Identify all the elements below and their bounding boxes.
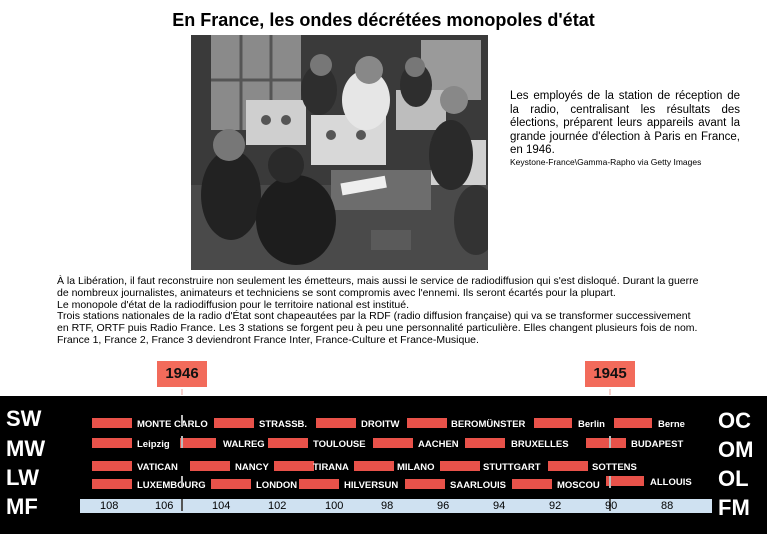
station-marker [92, 479, 132, 489]
station-label: MILANO [397, 462, 435, 473]
station-marker [548, 461, 588, 471]
station-label: DROITW [361, 419, 400, 430]
station-label: BEROMÜNSTER [451, 419, 526, 430]
station-marker [92, 418, 132, 428]
station-marker [180, 438, 216, 448]
dial-needle-1946 [181, 476, 183, 488]
station-label: MOSCOU [557, 480, 600, 491]
station-label: HILVERSUN [344, 480, 399, 491]
photo-credit: Keystone-France\Gamma-Rapho via Getty Images [510, 157, 702, 167]
station-label: STUTTGART [483, 462, 541, 473]
station-marker [190, 461, 230, 471]
body-line: Trois stations nationales de la radio d'État sont chapeautées par la RDF (radio diffusion française) qui va se transformer successivement [57, 310, 691, 323]
station-label: Berlin [578, 419, 605, 430]
body-line: en RTF, ORTF puis Radio France. Les 3 stations se forgent peu à peu une personnalité particulière. Elles changent plusieurs fois de nom. [57, 322, 698, 335]
station-label: SAARLOUIS [450, 480, 506, 491]
scale-value: 98 [381, 500, 394, 512]
scale-value: 108 [100, 500, 119, 512]
station-marker [211, 479, 251, 489]
station-marker [407, 418, 447, 428]
photo-caption: Les employés de la station de réception de la radio, centralisant les résultats des élections, préparent leurs appareils avant la grande journée d'élection à Paris en France, en 1946. [510, 90, 740, 156]
station-marker [586, 438, 626, 448]
scale-value: 104 [212, 500, 231, 512]
band-label-mf: MF [6, 494, 38, 519]
station-label: SOTTENS [592, 462, 637, 473]
scale-value: 102 [268, 500, 287, 512]
station-marker [92, 438, 132, 448]
band-label-om: OM [718, 437, 754, 462]
station-label: TIRANA [313, 462, 349, 473]
archive-photo [191, 35, 488, 270]
station-label: BUDAPEST [631, 439, 684, 450]
band-label-lw: LW [6, 465, 39, 490]
station-label: TOULOUSE [313, 439, 366, 450]
station-marker [268, 438, 308, 448]
dial-needle-1945 [609, 476, 611, 488]
scale-value: 96 [437, 500, 450, 512]
station-marker [534, 418, 572, 428]
scale-value: 106 [155, 500, 174, 512]
dial-needle-1946 [181, 436, 183, 448]
page-title: En France, les ondes décrétées monopoles d'état [172, 10, 595, 30]
scale-value: 88 [661, 500, 674, 512]
station-marker [614, 418, 652, 428]
station-label: NANCY [235, 462, 269, 473]
station-label: Berne [658, 419, 685, 430]
station-label: AACHEN [418, 439, 459, 450]
band-label-mw: MW [6, 436, 46, 461]
station-label: LUXEMBOURG [137, 480, 206, 491]
year-tick [609, 389, 611, 395]
station-marker [299, 479, 339, 489]
station-marker [440, 461, 480, 471]
body-line: À la Libération, il faut reconstruire non seulement les émetteurs, mais aussi le service de radiodiffusion qui s'est disloqué. Durant la guerre [57, 275, 699, 287]
station-label: Leipzig [137, 439, 170, 450]
station-marker [316, 418, 356, 428]
station-marker [465, 438, 505, 448]
station-marker [92, 461, 132, 471]
station-label: ALLOUIS [650, 477, 692, 488]
dial-needle-1945 [609, 436, 611, 448]
scale-value: 90 [605, 500, 618, 512]
station-marker [606, 476, 644, 486]
band-label-oc: OC [718, 408, 751, 433]
station-label: VATICAN [137, 462, 178, 473]
scale-value: 94 [493, 500, 506, 512]
station-marker [373, 438, 413, 448]
band-label-sw: SW [6, 406, 42, 431]
station-label: BRUXELLES [511, 439, 569, 450]
year-badge-1946: 1946 [157, 361, 207, 387]
station-label: LONDON [256, 480, 298, 491]
band-label-fm: FM [718, 495, 750, 520]
station-marker [512, 479, 552, 489]
scale-needle [181, 499, 183, 511]
body-line: France 1, France 2, France 3 deviendront France Inter, France-Culture et France-Musique. [57, 333, 479, 346]
station-label: STRASSB. [259, 419, 308, 430]
station-label: MONTE CARLO [137, 419, 208, 430]
year-badge-1945: 1945 [585, 361, 635, 387]
body-line: Le monopole d'état de la radiodiffusion pour le territoire national est institué. [57, 298, 410, 311]
station-label: WALREG [223, 439, 265, 450]
band-label-ol: OL [718, 466, 749, 491]
year-tick [181, 389, 183, 395]
body-line: de nombreux journalistes, animateurs et techniciens se sont compromis avec l'ennemi. Ils seront écartés pour la plupart. [57, 286, 616, 299]
dial-needle-1946 [181, 415, 183, 427]
station-marker [214, 418, 254, 428]
station-marker [405, 479, 445, 489]
station-marker [274, 461, 314, 471]
scale-value: 92 [549, 500, 562, 512]
scale-value: 100 [325, 500, 344, 512]
article-body [57, 276, 757, 347]
station-marker [354, 461, 394, 471]
